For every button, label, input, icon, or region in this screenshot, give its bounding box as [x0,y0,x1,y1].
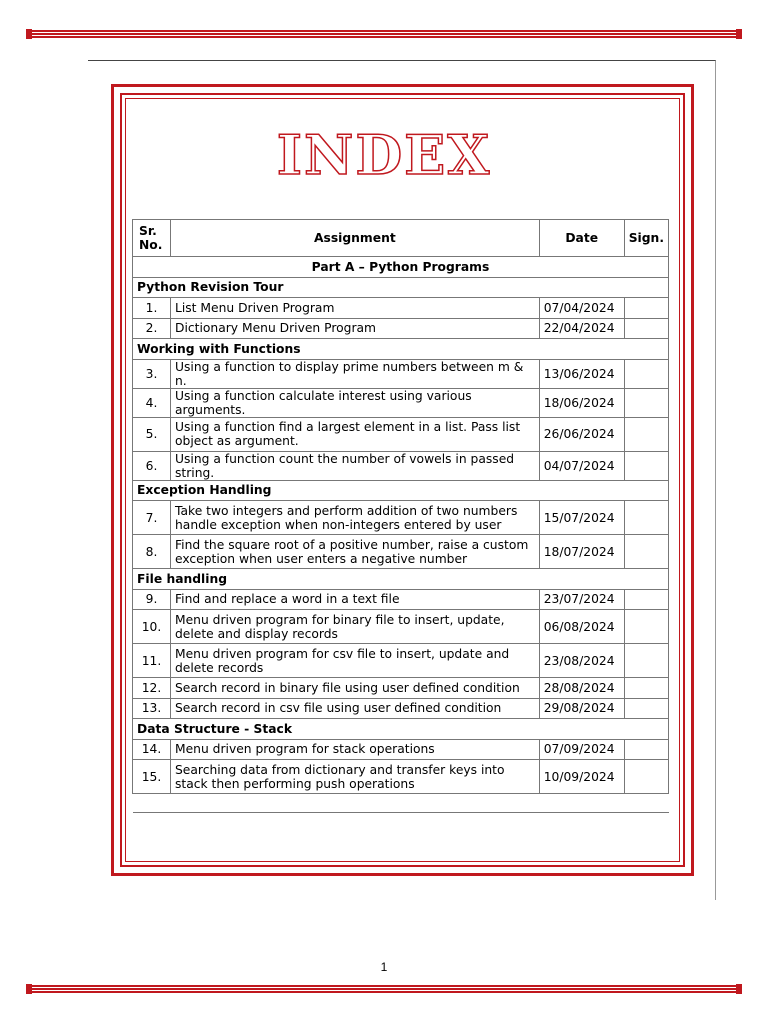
section-heading: Python Revision Tour [133,277,669,298]
section-heading: File handling [133,569,669,590]
row-assignment: Menu driven program for stack operations [171,739,540,760]
row-number: 13. [133,698,171,719]
table-row [133,610,669,644]
row-sign [624,698,668,719]
row-date: 13/06/2024 [539,359,624,388]
row-assignment: Menu driven program for binary file to insert, update, delete and display records [171,610,540,644]
empty-cell [624,794,668,813]
row-date: 26/06/2024 [539,417,624,451]
row-sign [624,388,668,417]
table-row [133,760,669,794]
row-number: 7. [133,501,171,535]
row-date: 22/04/2024 [539,318,624,339]
row-date: 07/04/2024 [539,298,624,319]
row-sign [624,501,668,535]
section-heading: Exception Handling [133,480,669,501]
top-border-rule [30,30,738,38]
row-number: 12. [133,678,171,699]
row-date: 15/07/2024 [539,501,624,535]
table-row [133,298,669,319]
table-row [133,678,669,699]
row-number: 6. [133,451,171,480]
row-sign [624,739,668,760]
row-date: 18/07/2024 [539,535,624,569]
row-sign [624,760,668,794]
section-row [133,719,669,740]
row-number: 5. [133,417,171,451]
row-date: 28/08/2024 [539,678,624,699]
table-row [133,417,669,451]
row-assignment: Find the square root of a positive number, raise a custom exception when user enters a negative number [171,535,540,569]
table-row [133,535,669,569]
row-date: 23/08/2024 [539,644,624,678]
row-assignment: Using a function calculate interest using various arguments. [171,388,540,417]
row-assignment: Using a function count the number of vowels in passed string. [171,451,540,480]
row-date: 18/06/2024 [539,388,624,417]
table-row [133,501,669,535]
row-sign [624,318,668,339]
header-assignment: Assignment [171,220,540,257]
part-heading: Part A – Python Programs [133,257,669,278]
row-number: 3. [133,359,171,388]
row-sign [624,417,668,451]
row-sign [624,359,668,388]
table-row [133,698,669,719]
row-assignment: Dictionary Menu Driven Program [171,318,540,339]
row-date: 06/08/2024 [539,610,624,644]
section-row [133,277,669,298]
header-sr-no: Sr. No. [133,220,171,257]
row-number: 10. [133,610,171,644]
table-row [133,318,669,339]
row-assignment: Menu driven program for csv file to insert, update and delete records [171,644,540,678]
row-sign [624,644,668,678]
table-row [133,359,669,388]
row-sign [624,298,668,319]
table-row [133,388,669,417]
row-number: 1. [133,298,171,319]
row-sign [624,589,668,610]
row-assignment: Using a function find a largest element in a list. Pass list object as argument. [171,417,540,451]
row-number: 2. [133,318,171,339]
row-date: 10/09/2024 [539,760,624,794]
row-date: 29/08/2024 [539,698,624,719]
header-sign: Sign. [624,220,668,257]
part-row [133,257,669,278]
row-assignment: Search record in binary file using user defined condition [171,678,540,699]
section-heading: Data Structure - Stack [133,719,669,740]
row-date: 04/07/2024 [539,451,624,480]
section-row [133,339,669,360]
row-assignment: Using a function to display prime numbers between m & n. [171,359,540,388]
row-assignment: Find and replace a word in a text file [171,589,540,610]
row-sign [624,451,668,480]
row-assignment: Search record in csv file using user defined condition [171,698,540,719]
header-date: Date [539,220,624,257]
row-assignment: Searching data from dictionary and transfer keys into stack then performing push operations [171,760,540,794]
table-row [133,589,669,610]
row-sign [624,610,668,644]
row-assignment: List Menu Driven Program [171,298,540,319]
row-assignment: Take two integers and perform addition of two numbers handle exception when non-integers entered by user [171,501,540,535]
row-number: 4. [133,388,171,417]
page-title: INDEX [276,123,492,187]
empty-row [133,794,669,813]
table-row [133,739,669,760]
bottom-border-rule [30,985,738,993]
row-date: 07/09/2024 [539,739,624,760]
row-number: 8. [133,535,171,569]
row-number: 15. [133,760,171,794]
row-sign [624,535,668,569]
row-number: 14. [133,739,171,760]
page-number: 1 [380,960,388,974]
row-date: 23/07/2024 [539,589,624,610]
empty-cell [539,794,624,813]
row-number: 9. [133,589,171,610]
section-heading: Working with Functions [133,339,669,360]
empty-cell [133,794,171,813]
section-row [133,569,669,590]
row-sign [624,678,668,699]
table-row [133,451,669,480]
table-row [133,644,669,678]
section-row [133,480,669,501]
index-table [132,219,669,813]
empty-cell [171,794,540,813]
row-number: 11. [133,644,171,678]
header-row [133,220,669,257]
